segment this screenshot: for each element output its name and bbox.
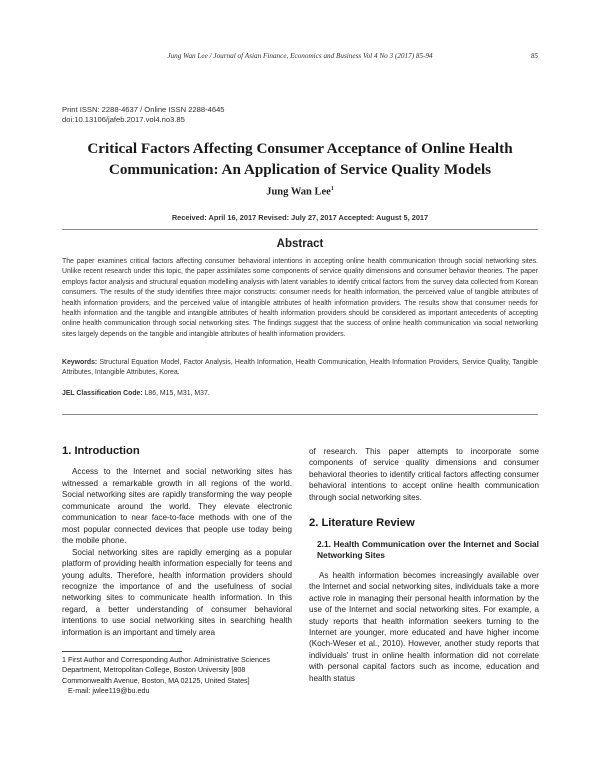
footnote-email: E-mail: jwlee119@bu.edu <box>68 686 150 696</box>
divider-bottom <box>62 414 538 415</box>
intro-continued-paragraph: of research. This paper attempts to incorporate some components of service quality dimensions and consumer behavioral theories to identify critical factors affecting consumer behavioral intentions to accept online health communication through social networking sites. <box>309 447 539 502</box>
author <box>62 186 538 198</box>
keywords <box>62 358 538 379</box>
issn-block <box>62 105 225 125</box>
footnote <box>62 655 292 697</box>
abstract-text: The paper examines critical factors affecting consumer behavioral intentions in accepting online health communication through social networking sites. Unlike recent research under this topic, the paper assimilates some components of service quality dimensions and consumer behavior theories. The paper employs factor analysis and structural equation modelling analysis with latent variables to identify critical factors from the survey data collected from Korean consumers. The results of the study identifies three major constructs: consumer needs for health information, the perceived value of tangible attributes of health information providers, and the perceived value of intangible attributes of health information providers. The results show that consumer needs for health information and the tangible and intangible attributes of health information providers should be considered as important antecedents of accepting online health communication through social networking sites. The findings suggest that the success of online health communication via social networking sites largely depends on the tangible and intangible attributes of health information providers. <box>62 258 538 338</box>
section-heading-literature-review: 2. Literature Review <box>309 517 415 530</box>
literature-paragraph-1: As health information becomes increasingly available over the Internet and social networking sites, individuals take a more active role in managing their personal health information by the use of the Internet and social networking sites. For example, a study reports that health information seekers turning to the Internet are younger, more educated and have higher income (Koch-Weser et al., 2010). However, another study reports that individuals' trust in online health information did not correlate with personal capital factors such as income, education and health status <box>309 570 539 683</box>
page-number: 85 <box>530 52 538 60</box>
received-dates: Received: April 16, 2017 Revised: July 27, 2017 Accepted: August 5, 2017 <box>171 213 429 222</box>
jel-text: L86, M15, M31, M37. <box>144 390 210 397</box>
intro-paragraph-2: Social networking sites are rapidly emerging as a popular platform of providing health information especially for teens and young adults. Therefore, health information providers should recognize the importance of and the usefulness of social networking sites to communicate health information. In this regard, a better understanding of consumer behavioral intentions to use social networking sites in searching health information is an important and timely area <box>62 547 292 637</box>
jel-code <box>62 390 538 397</box>
footnote-divider <box>62 651 182 652</box>
jel-label: JEL Classification Code: <box>62 390 143 397</box>
paper-title <box>62 138 538 180</box>
divider-top <box>62 229 538 230</box>
keywords-text: Structural Equation Model, Factor Analysis, Health Information, Health Communication, Health Information Providers, Service Quality, Tangible Attributes, Intangible Attributes, Korea. <box>62 359 538 377</box>
title-line-1: Critical Factors Affecting Consumer Acceptance of Online Health <box>87 140 513 157</box>
running-head <box>62 52 538 60</box>
title-line-2: Communication: An Application of Service Quality Models <box>108 161 492 178</box>
abstract-heading: Abstract <box>276 238 324 250</box>
section-heading-introduction: 1. Introduction <box>62 445 140 457</box>
author-footnote-mark: 1 <box>330 186 334 192</box>
intro-paragraph-1: Access to the Internet and social networking sites has witnessed a remarkable growth in all regions of the world. Social networking sites are rapidly transforming the way people communicate around the world. They elevate electronic communication to near face-to-face methods with one of the most popular connected devices that people use today being the mobile phone. <box>62 467 292 546</box>
subsection-heading: 2.1. Health Communication over the Internet and Social Networking Sites <box>317 538 539 561</box>
keywords-label: Keywords: <box>62 359 98 366</box>
right-column <box>309 446 539 684</box>
left-column <box>62 446 292 638</box>
doi-line: doi:10.13106/jafeb.2017.vol4.no3.85 <box>62 115 185 124</box>
footnote-affiliation: 1 First Author and Corresponding Author. Administrative Sciences Department, Metropolitan College, Boston University [808 Commonwealth Avenue, Boston, MA 02125, United States] <box>62 655 271 685</box>
running-head-text: Jung Wan Lee / Journal of Asian Finance, Economics and Business Vol 4 No 3 (2017) 85-94 <box>167 52 433 60</box>
author-name: Jung Wan Lee <box>266 186 331 198</box>
issn-line: Print ISSN: 2288-4637 / Online ISSN 2288-4645 <box>62 105 225 114</box>
